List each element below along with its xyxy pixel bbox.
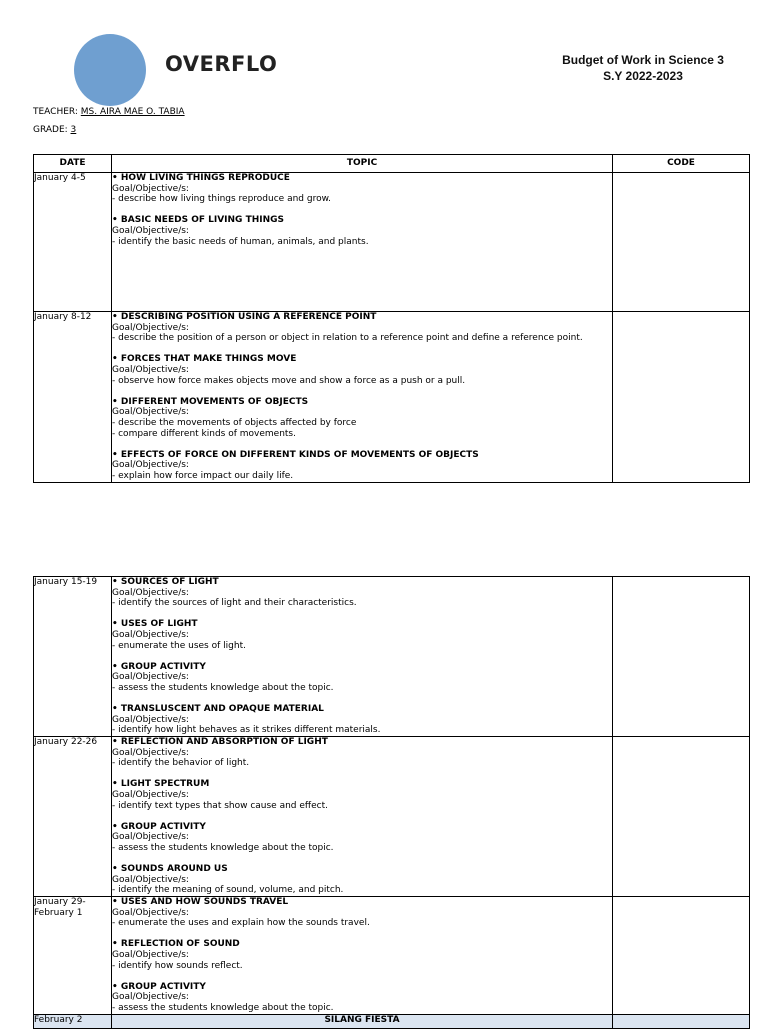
topic-entry	[112, 939, 612, 971]
objective-text: - observe how force makes objects move and show a force as a push or a pull.	[112, 375, 466, 386]
topic-entry	[112, 450, 612, 482]
date-text: January 29- February 1	[34, 897, 86, 918]
date-column-header: DATE	[34, 155, 112, 173]
topic-title: • USES OF LIGHT	[112, 619, 198, 630]
table-row	[34, 897, 750, 1015]
objective-text: - assess the students knowledge about the topic.	[112, 1002, 334, 1013]
topic-title: • HOW LIVING THINGS REPRODUCE	[112, 173, 290, 183]
row-date	[34, 897, 112, 1015]
document-title	[548, 52, 738, 84]
row-topics	[112, 737, 613, 897]
topic-entry	[112, 662, 612, 694]
teacher-value: MS. AIRA MAE O. TABIA	[80, 107, 185, 117]
title-line-2: S.Y 2022-2023	[603, 69, 683, 83]
topic-title: • DIFFERENT MOVEMENTS OF OBJECTS	[112, 396, 309, 407]
objective-text: - identify the sources of light and their characteristics.	[112, 598, 357, 609]
objective-text: - identify the basic needs of human, animals, and plants.	[112, 236, 369, 247]
row-code	[613, 173, 750, 312]
topic-entry	[112, 982, 612, 1014]
date-text: January 15-19	[34, 577, 98, 587]
topic-entry	[112, 215, 612, 247]
title-line-1: Budget of Work in Science 3	[562, 53, 724, 67]
topic-entry	[112, 779, 612, 811]
goal-label: Goal/Objective/s:	[112, 992, 189, 1003]
goal-label: Goal/Objective/s:	[112, 907, 189, 918]
topic-title: • LIGHT SPECTRUM	[112, 779, 210, 790]
date-text: January 22-26	[34, 737, 98, 747]
objective-text: - describe the movements of objects affected by force	[112, 417, 357, 428]
goal-label: Goal/Objective/s:	[112, 832, 189, 843]
budget-table-2	[33, 576, 750, 1029]
goal-label: Goal/Objective/s:	[112, 587, 189, 598]
table-row	[34, 312, 750, 483]
topic-entry	[112, 173, 612, 205]
topic-entry	[112, 704, 612, 736]
row-code	[613, 577, 750, 737]
topic-entry	[112, 737, 612, 769]
row-code	[613, 737, 750, 897]
topic-title: • REFLECTION AND ABSORPTION OF LIGHT	[112, 737, 328, 747]
goal-label: Goal/Objective/s:	[112, 364, 189, 375]
fiesta-date: February 2	[34, 1014, 112, 1028]
objective-text: - explain how force impact our daily life.	[112, 470, 294, 481]
table-row	[34, 577, 750, 737]
topic-title: • FORCES THAT MAKE THINGS MOVE	[112, 354, 297, 365]
goal-label: Goal/Objective/s:	[112, 714, 189, 725]
row-code	[613, 312, 750, 483]
objective-text: - compare different kinds of movements.	[112, 428, 296, 439]
code-column-header: CODE	[613, 155, 750, 173]
fiesta-label: SILANG FIESTA	[112, 1014, 613, 1028]
objective-text: - identify the behavior of light.	[112, 758, 250, 769]
topic-title: • GROUP ACTIVITY	[112, 981, 206, 992]
goal-label: Goal/Objective/s:	[112, 672, 189, 683]
objective-text: - describe how living things reproduce and grow.	[112, 194, 331, 205]
grade-line	[33, 125, 76, 135]
topic-title: • TRANSLUSCENT AND OPAQUE MATERIAL	[112, 704, 324, 715]
goal-label: Goal/Objective/s:	[112, 322, 189, 333]
topic-title: • GROUP ACTIVITY	[112, 821, 206, 832]
row-date	[34, 173, 112, 312]
topic-title: • REFLECTION OF SOUND	[112, 939, 240, 950]
topic-entry	[112, 397, 612, 439]
goal-label: Goal/Objective/s:	[112, 874, 189, 885]
table-row	[34, 737, 750, 897]
goal-label: Goal/Objective/s:	[112, 183, 189, 194]
topic-title: • SOURCES OF LIGHT	[112, 577, 219, 587]
row-topics	[112, 312, 613, 483]
topic-title: • DESCRIBING POSITION USING A REFERENCE POINT	[112, 312, 377, 322]
objective-text: - identify how light behaves as it strikes different materials.	[112, 725, 381, 736]
fiesta-code	[613, 1014, 750, 1028]
topic-entry	[112, 897, 612, 929]
objective-text: - enumerate the uses and explain how the sounds travel.	[112, 918, 370, 929]
topic-title: • SOUNDS AROUND US	[112, 864, 228, 875]
topic-title: • USES AND HOW SOUNDS TRAVEL	[112, 897, 289, 907]
table-row	[34, 173, 750, 312]
topic-entry	[112, 354, 612, 386]
topic-entry	[112, 619, 612, 651]
topic-entry	[112, 864, 612, 896]
topic-entry	[112, 312, 612, 344]
fiesta-row	[34, 1014, 750, 1028]
grade-label: GRADE:	[33, 125, 71, 135]
row-code	[613, 897, 750, 1015]
goal-label: Goal/Objective/s:	[112, 407, 189, 418]
objective-text: - describe the position of a person or object in relation to a reference point and define a reference point.	[112, 333, 583, 344]
goal-label: Goal/Objective/s:	[112, 789, 189, 800]
objective-text: - assess the students knowledge about the topic.	[112, 682, 334, 693]
row-topics	[112, 577, 613, 737]
school-name: OVERFLO	[165, 52, 278, 76]
teacher-line	[33, 107, 185, 117]
budget-table-1	[33, 154, 750, 483]
objective-text: - identify the meaning of sound, volume, and pitch.	[112, 885, 344, 896]
objective-text: - identify how sounds reflect.	[112, 960, 243, 971]
goal-label: Goal/Objective/s:	[112, 629, 189, 640]
topic-entry	[112, 577, 612, 609]
grade-value: 3	[70, 125, 77, 135]
date-text: January 4-5	[34, 173, 86, 183]
row-topics	[112, 897, 613, 1015]
topic-column-header: TOPIC	[112, 155, 613, 173]
objective-text: - assess the students knowledge about the topic.	[112, 842, 334, 853]
date-text: January 8-12	[34, 312, 92, 322]
objective-text: - enumerate the uses of light.	[112, 640, 246, 651]
goal-label: Goal/Objective/s:	[112, 747, 189, 758]
topic-title: • GROUP ACTIVITY	[112, 661, 206, 672]
goal-label: Goal/Objective/s:	[112, 225, 189, 236]
table-header-row	[34, 155, 750, 173]
teacher-label: TEACHER:	[33, 107, 81, 117]
objective-text: - identify text types that show cause and effect.	[112, 800, 328, 811]
goal-label: Goal/Objective/s:	[112, 949, 189, 960]
row-topics	[112, 173, 613, 312]
row-date	[34, 577, 112, 737]
row-date	[34, 737, 112, 897]
row-date	[34, 312, 112, 483]
topic-entry	[112, 822, 612, 854]
school-logo	[74, 34, 146, 106]
topic-title: • EFFECTS OF FORCE ON DIFFERENT KINDS OF MOVEMENTS OF OBJECTS	[112, 449, 479, 460]
goal-label: Goal/Objective/s:	[112, 460, 189, 471]
topic-title: • BASIC NEEDS OF LIVING THINGS	[112, 215, 284, 226]
